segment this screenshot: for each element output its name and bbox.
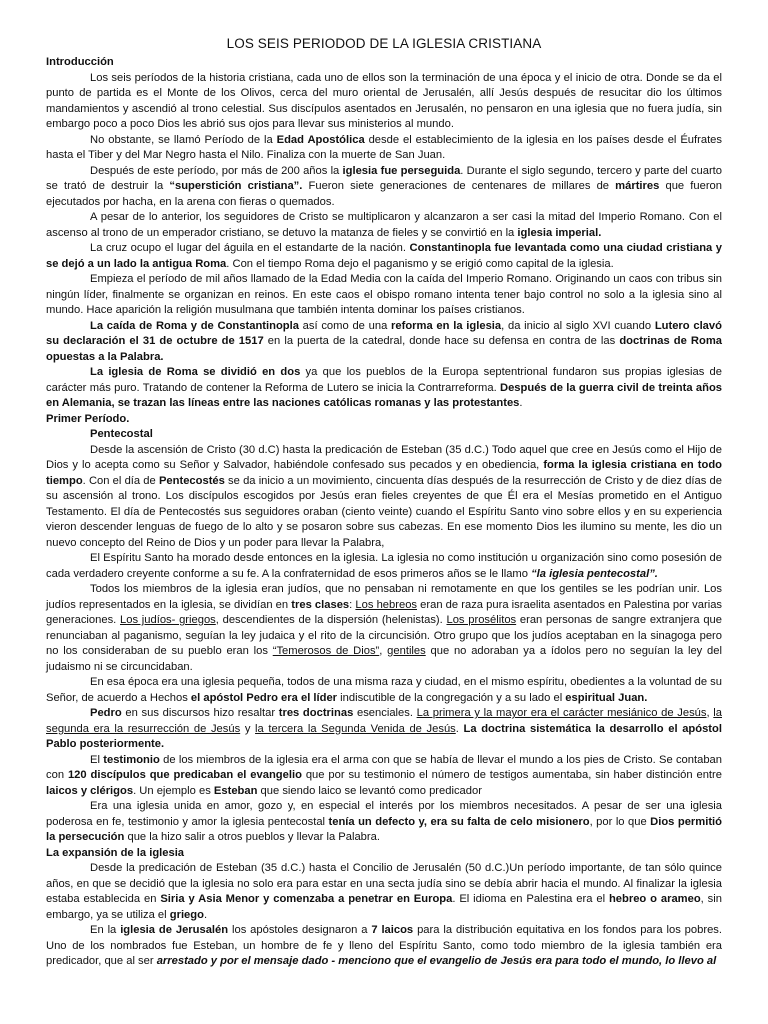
text-run: 7 laicos bbox=[371, 924, 414, 936]
text-run: , bbox=[379, 645, 388, 657]
paragraph bbox=[46, 799, 722, 846]
text-run: Los judíos- griegos bbox=[120, 614, 216, 626]
text-run: La caída de Roma y de Constantinopla bbox=[90, 319, 299, 332]
paragraph bbox=[46, 675, 722, 706]
text-run: 120 discípulos que predicaban el evangelio bbox=[67, 769, 302, 781]
paragraph bbox=[46, 133, 722, 164]
text-run: Desde la predicación de Esteban (35 d.C.) hasta el Concilio de Jerusalén (50 d.C.)Un período importante, de tan sólo quince años, en que se decidió que la iglesia no solo era para estar en una secta judía sino se debía abrir hacia el mundo. Al finalizar la iglesia estaba establecida en bbox=[46, 862, 722, 905]
text-run: reforma en la iglesia bbox=[391, 319, 502, 332]
text-run: los apóstoles designaron a bbox=[228, 924, 372, 936]
text-run: La iglesia de Roma se dividió en dos bbox=[90, 366, 301, 378]
text-run: “Temerosos de Dios” bbox=[272, 645, 380, 657]
text-run: Los hebreos bbox=[355, 598, 418, 611]
text-run: para la distribución equitativa en los fondos para los pobres. Uno de los nombrados fue Esteban, un hombre de fe y lleno del Espíritu Santo, como todo miembro de la iglesia también era predicador, que al ser bbox=[46, 924, 723, 967]
paragraph bbox=[46, 923, 722, 970]
text-run: . Un ejemplo es bbox=[133, 784, 214, 797]
text-run: tenía un defecto y, era su falta de celo misionero bbox=[328, 815, 590, 828]
text-run: Todos los miembros de la iglesia eran judíos, que no pensaban ni remotamente en que los gentiles se les podrían unir. Los judíos representados en la iglesia, se dividían en bbox=[46, 583, 722, 611]
paragraph bbox=[46, 551, 722, 582]
text-run: La cruz ocupo el lugar del águila en el estandarte de la nación. bbox=[90, 242, 410, 254]
paragraph bbox=[46, 164, 722, 211]
text-run: Los seis períodos de la historia cristiana, cada uno de ellos son la terminación de una época y el inicio de otra. Donde se da el punto de partida es el Monte de los Olivos, cerca del muro oriental de Jerusalén, allí Jesús después de resucitar dio los últimos mandamientos y ascendió al trono celestial. Sus discípulos asentados en Jerusalén, no pensaron en una iglesia que no fuera judía, sin embargo poco a poco Dios les abrió sus ojos para llevar sus ministerios al mundo. bbox=[46, 71, 722, 130]
text-run: El bbox=[90, 753, 104, 766]
text-run: forma la iglesia cristiana en todo tiempo bbox=[46, 459, 722, 487]
text-run: iglesia de Jerusalén bbox=[120, 924, 229, 936]
text-run: griego bbox=[169, 908, 204, 921]
text-run: que por su testimonio el número de testigos aumentaba, sin haber distinción entre bbox=[301, 769, 722, 781]
text-run: En esa época era una iglesia pequeña, todos de una misma raza y ciudad, en el mismo espíritu, obedientes a la voluntad de su Señor, de acuerdo a Hechos bbox=[46, 676, 722, 704]
text-run: Pentecostal bbox=[90, 428, 153, 440]
text-run: A pesar de lo anterior, los seguidores de Cristo se multiplicaron y alcanzaron a ser casi la mitad del Imperio Romano. Con el ascenso al trono de un emperador cristiano, se detuvo la matanza de fieles y se convirtió en la bbox=[46, 211, 722, 239]
paragraph bbox=[46, 706, 722, 753]
paragraph bbox=[46, 443, 722, 552]
text-run: , por lo que bbox=[589, 815, 651, 828]
text-run: . bbox=[126, 412, 130, 425]
text-run: mártires bbox=[615, 180, 660, 192]
paragraph bbox=[46, 861, 722, 923]
text-run: la segunda era la resurrección de Jesús bbox=[46, 707, 722, 735]
text-run: Desde la ascensión de Cristo (30 d.C) hasta la predicación de Esteban (35 d.C.) Todo aquel que cree en Jesús como el Hijo de Dios y lo acepta como su Señor y Salvador, habiéndole confesado sus pecados y en obediencia, bbox=[46, 443, 722, 471]
paragraph bbox=[46, 319, 722, 366]
text-run: . Con el tiempo Roma dejo el paganismo y se erigió como capital de la iglesia. bbox=[226, 257, 614, 270]
paragraph bbox=[46, 582, 722, 675]
text-run: La primera y la mayor era el carácter mesiánico de Jesús bbox=[416, 707, 707, 719]
text-run: Empieza el período de mil años llamado de la Edad Media con la caída del Imperio Romano. Originando un caos con tribus sin ningún líder, finalmente se organizan en reinos. En este caos el obispo romano intenta tener bajo control no solo a la iglesia sino al mundo. Hace aparición la religión musulmana que también intenta dominar los países cristianos. bbox=[46, 273, 722, 316]
text-run: tres clases bbox=[291, 598, 350, 611]
text-run: esenciales. bbox=[353, 707, 417, 719]
text-run: que siendo laico se levantó como predicador bbox=[257, 784, 482, 797]
paragraph bbox=[46, 210, 722, 241]
text-run: Después de este período, por más de 200 años la bbox=[90, 164, 343, 177]
text-run: “la iglesia pentecostal”. bbox=[531, 567, 658, 580]
text-run: No obstante, se llamó Período de la bbox=[90, 133, 277, 146]
section-heading bbox=[46, 846, 722, 862]
text-run: Lutero clavó su declaración el 31 de octubre de 1517 bbox=[46, 319, 722, 347]
text-run: tres doctrinas bbox=[278, 707, 354, 719]
text-run: Los prosélitos bbox=[446, 614, 517, 626]
text-run: Pentecostés bbox=[158, 474, 225, 487]
text-run: en la puerta de la catedral, donde hace su defensa en contra de las bbox=[263, 335, 620, 347]
text-run: desde el establecimiento de la iglesia en los países desde el Éufrates hasta el Tiber y del Mar Negro hasta el Nilo. Finaliza con la muerte de San Juan. bbox=[46, 133, 722, 161]
paragraph bbox=[46, 71, 722, 133]
text-run: . bbox=[519, 397, 523, 409]
text-run: en sus discursos hizo resaltar bbox=[121, 707, 279, 719]
text-run: , bbox=[706, 707, 714, 719]
paragraph bbox=[46, 365, 722, 412]
text-run: eran personas de sangre extranjera que renunciaban al paganismo, seguían la ley judaica y el rito de la circuncisión. Otro grupo que los judíos aceptaban en la sinagoga pero no los consideraban de su pueblo eran los bbox=[46, 614, 722, 657]
section-heading bbox=[46, 55, 722, 71]
paragraph bbox=[46, 272, 722, 319]
text-run: Esteban bbox=[213, 784, 258, 797]
text-run: Primer Período bbox=[46, 412, 127, 425]
text-run: , da inicio al siglo XVI cuando bbox=[501, 319, 655, 332]
text-run: y bbox=[240, 722, 256, 735]
text-run: , sin embargo, ya se utiliza el bbox=[46, 893, 722, 921]
paragraph bbox=[46, 241, 722, 272]
text-run: indiscutible de la congregación y a su lado el bbox=[337, 691, 566, 704]
text-run: , descendientes de la dispersión (helenistas). bbox=[215, 614, 447, 626]
text-run: el apóstol Pedro era el líder bbox=[190, 691, 338, 704]
text-run: espiritual Juan. bbox=[565, 691, 648, 704]
paragraph bbox=[46, 753, 722, 800]
text-run: . Con el día de bbox=[82, 474, 159, 487]
text-run: hebreo o arameo bbox=[608, 893, 701, 905]
text-run: arrestado y por el mensaje dado - menciono que el evangelio de Jesús era para todo el mundo, lo llevo al bbox=[156, 955, 717, 967]
text-run: Fueron siete generaciones de centenares de millares de bbox=[302, 180, 616, 192]
text-run: de los miembros de la iglesia era el arma con que se había de llevar el mundo a los pies de Cristo. Se contaban con bbox=[46, 753, 723, 781]
text-run: se da inicio a un movimiento, cincuenta días después de la resurrección de Cristo y de diez días de su ascensión al trono. Los discípulos escogidos por Jesús eran fieles creyentes de que Él era el Mesías prometido en el Antiguo Testamento. El día de Pentecostés sus seguidores oraban (ciento veinte) cuando el Espíritu Santo vino sobre ellos y en su experiencia vieron descender lenguas de fuego de lo alto y se posaron sobre sus cabezas. En ese momento Dios les ilumino su mente, les dio un nuevo concepto del Reino de Dios y un poder para llevar la Palabra, bbox=[46, 474, 722, 549]
text-run: La expansión de la iglesia bbox=[46, 846, 185, 859]
text-run: que no adoraban ya a ídolos pero no seguían la ley del judaismo ni se circuncidaban. bbox=[46, 645, 722, 673]
text-run: Pedro bbox=[90, 707, 122, 719]
text-run: Edad Apostólica bbox=[276, 133, 365, 146]
text-run: Introducción bbox=[46, 56, 114, 68]
text-run: Siria y Asia Menor y comenzaba a penetrar en Europa bbox=[160, 893, 453, 905]
text-run: La doctrina sistemática la desarrollo el apóstol Pablo posteriormente. bbox=[46, 722, 722, 750]
text-run: ya que los pueblos de la Europa septentrional fundaron sus propias iglesias de carácter más puro. Tratando de contener la Reforma de Lutero se inicia la Contrarreforma. bbox=[46, 366, 722, 394]
text-run: : bbox=[349, 598, 356, 611]
text-run: que la hizo salir a otros pueblos y llevar la Palabra. bbox=[124, 831, 380, 843]
text-run: eran de raza pura israelita asentados en Palestina por varias generaciones. bbox=[46, 598, 723, 626]
text-run: así como de una bbox=[298, 319, 392, 332]
section-heading bbox=[46, 412, 722, 428]
text-run: laicos y clérigos bbox=[46, 784, 134, 797]
text-run: Después de la guerra civil de treinta años en Alemania, se trazan las líneas entre las naciones católicas romanas y las protestantes bbox=[46, 381, 722, 409]
subsection-heading bbox=[46, 427, 722, 443]
page-title: LOS SEIS PERIODOD DE LA IGLESIA CRISTIANA bbox=[226, 36, 542, 51]
text-run: la tercera la Segunda Venida de Jesús bbox=[255, 722, 456, 735]
text-run: El Espíritu Santo ha morado desde entonces en la iglesia. La iglesia no como institución u organización sino como posesión de cada verdadero creyente conforme a su fe. A la confraternidad de esos primeros años se le llamo bbox=[46, 552, 722, 580]
text-run: . bbox=[455, 722, 464, 735]
text-run: Constantinopla fue levantada como una ciudad cristiana y se dejó a un lado la antigua Roma bbox=[46, 242, 722, 270]
text-run: testimonio bbox=[103, 753, 160, 766]
text-run: gentiles bbox=[387, 645, 426, 657]
text-run: doctrinas de Roma opuestas a la Palabra. bbox=[46, 335, 723, 363]
text-run: Dios permitió la persecución bbox=[46, 815, 722, 843]
document-body bbox=[46, 55, 722, 970]
text-run: que fueron ejecutados por hacha, en la arena con fieras o quemados. bbox=[46, 180, 723, 208]
text-run: “superstición cristiana”. bbox=[169, 180, 303, 192]
text-run: Era una iglesia unida en amor, gozo y, en especial el interés por los miembros necesitados. A pesar de ser una iglesia poderosa en fe, testimonio y amor la iglesia pentecostal bbox=[46, 800, 722, 828]
text-run: iglesia fue perseguida bbox=[342, 164, 461, 177]
text-run: . Durante el siglo segundo, tercero y parte del cuarto se trató de destruir la bbox=[46, 164, 722, 192]
text-run: . El idioma en Palestina era el bbox=[452, 893, 609, 905]
text-run: En la bbox=[90, 924, 121, 936]
text-run: iglesia imperial. bbox=[517, 226, 602, 239]
text-run: . bbox=[203, 908, 208, 921]
